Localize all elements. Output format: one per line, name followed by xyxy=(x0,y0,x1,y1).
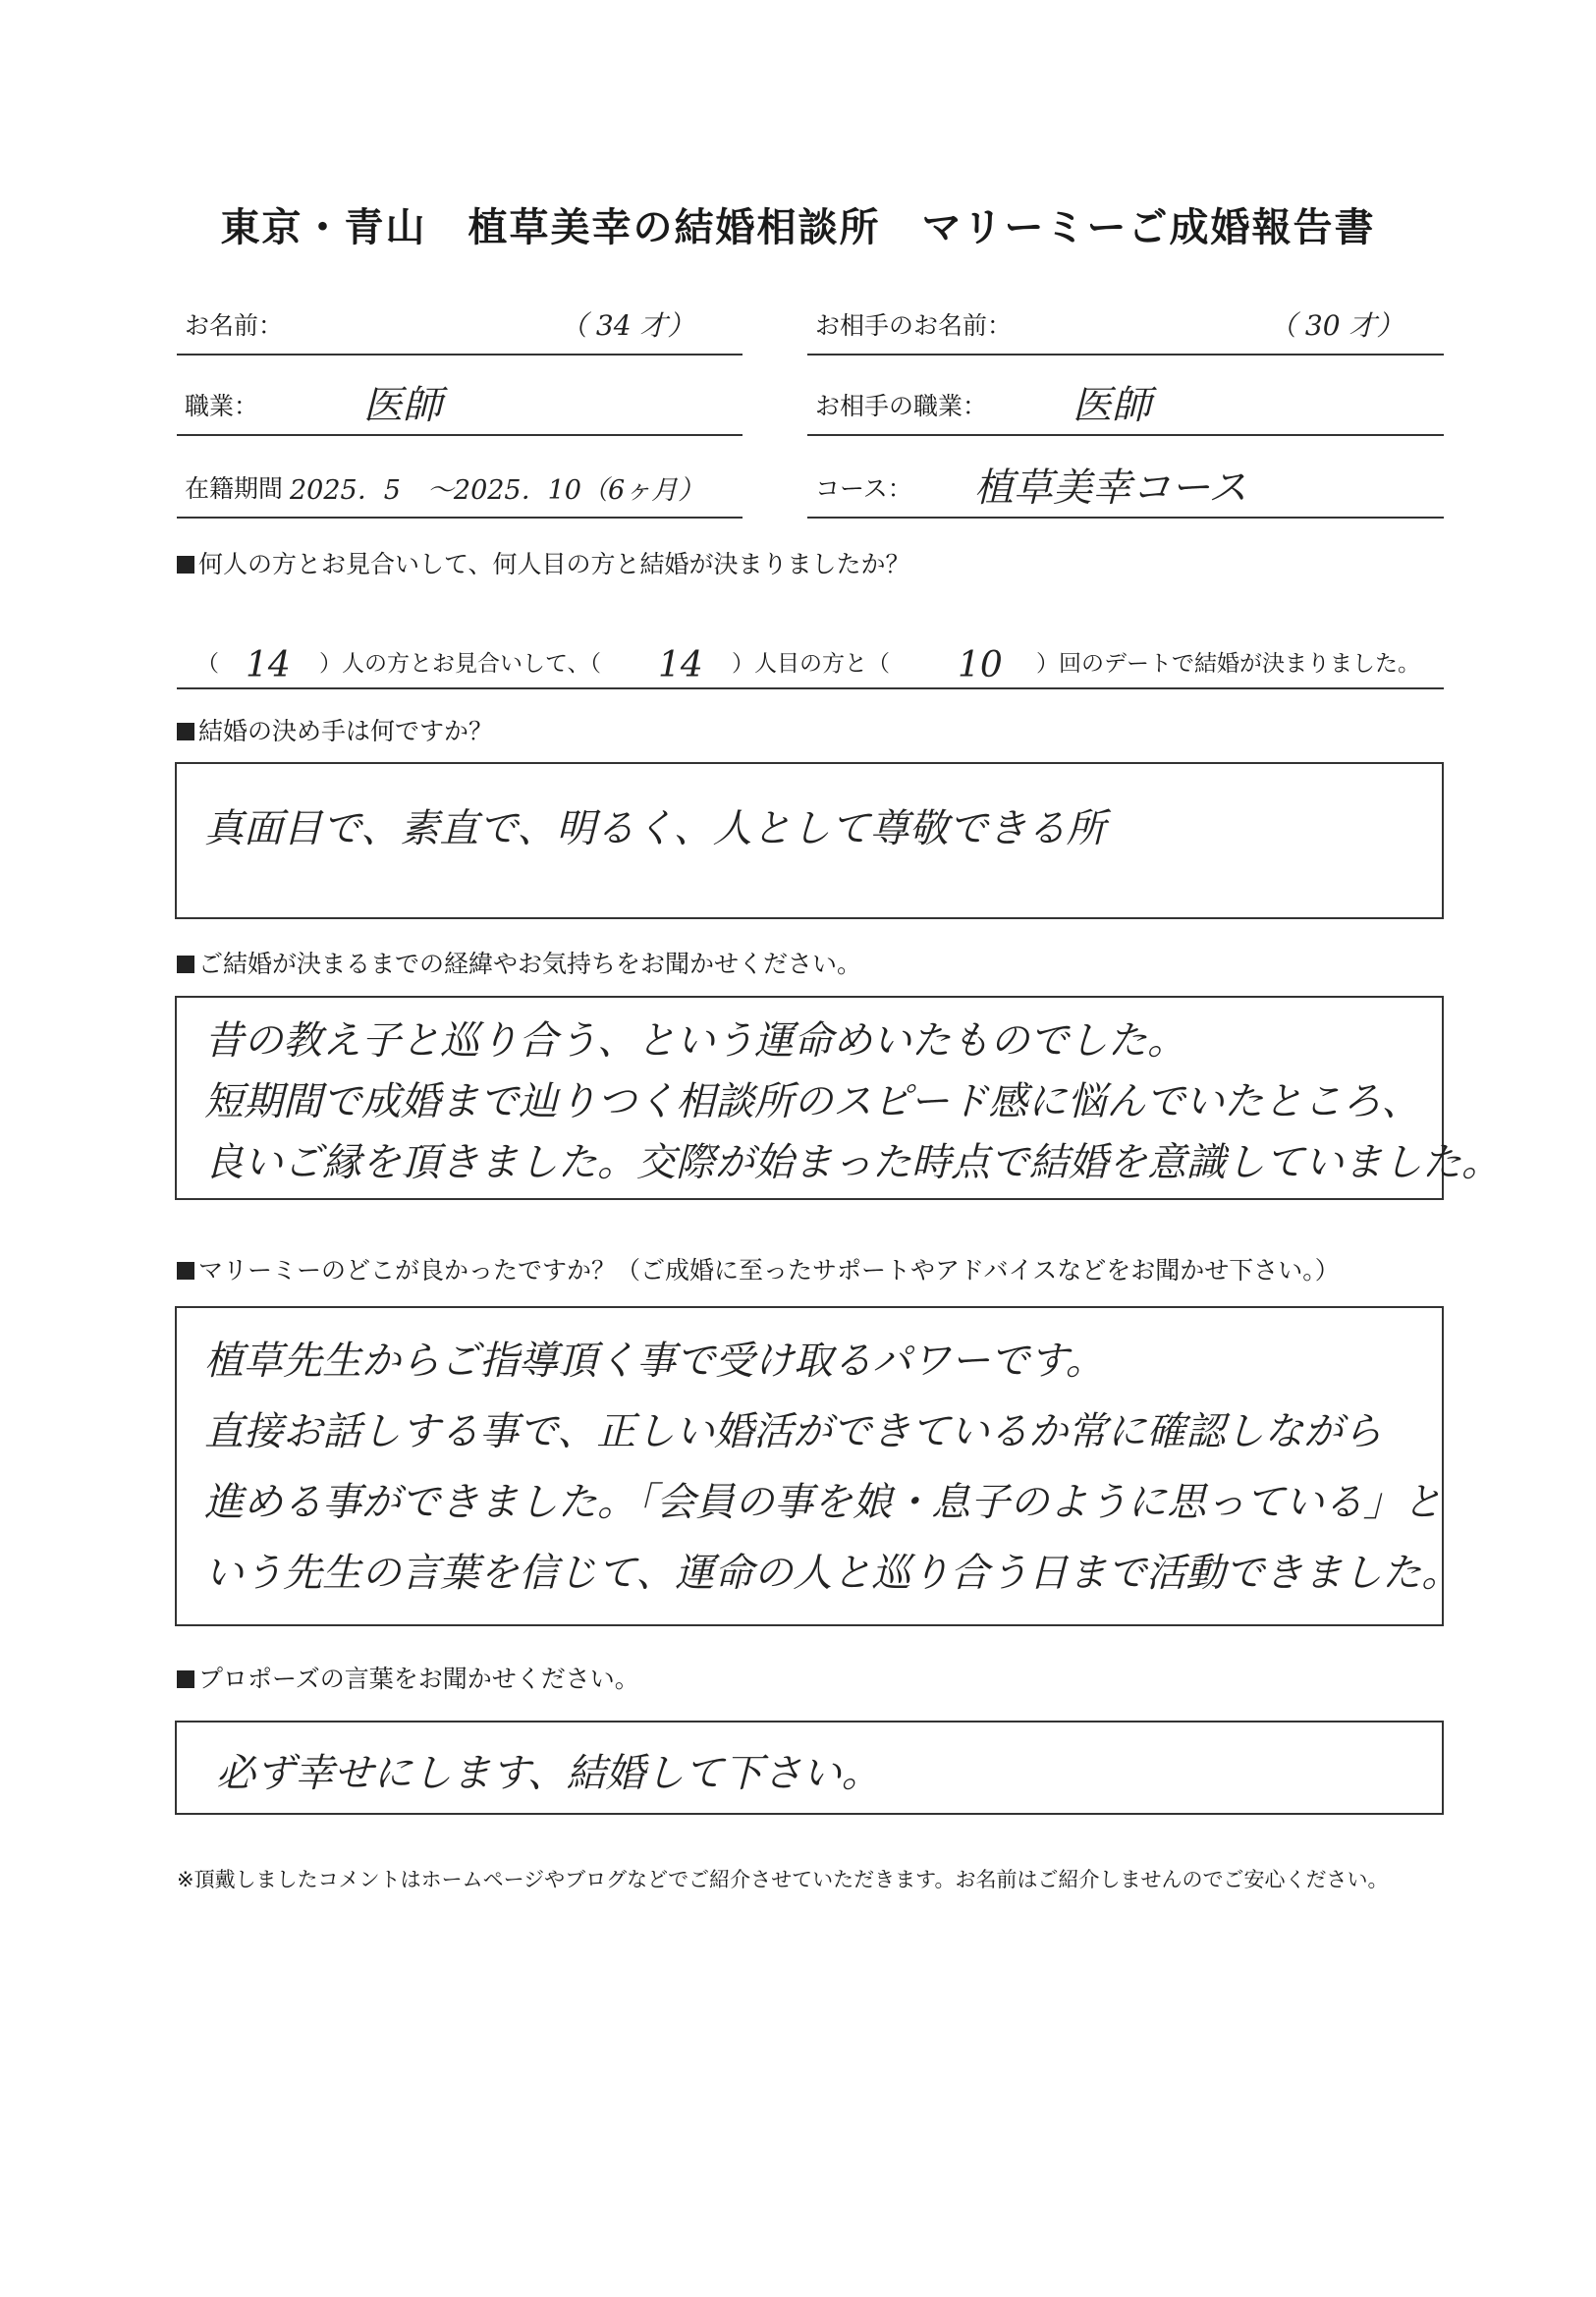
q4-label: マリーミーのどこが良かったですか？（ご成婚に至ったサポートやアドバイスなどをお聞かせ下さい。） xyxy=(177,1251,1340,1286)
period-value: 2025．5 ～2025．10（6ヶ月） xyxy=(290,475,705,506)
q2-label: 結婚の決め手は何ですか？ xyxy=(177,712,493,747)
good-points-line: いう先生の言葉を信じて、運命の人と巡り合う日まで活動できました。 xyxy=(204,1551,1461,1596)
good-points-line: 植草先生からご指導頂く事で受け取るパワーです。 xyxy=(204,1339,1105,1384)
story-line: 昔の教え子と巡り合う、という運命めいたものでした。 xyxy=(204,1018,1186,1064)
course-field xyxy=(807,467,1444,519)
partner-age-value: （ 30 才） xyxy=(1269,309,1404,342)
partner-job-value: 医師 xyxy=(1073,383,1151,428)
date-count: 10 xyxy=(958,645,1003,685)
story-line: 良いご縁を頂きました。交際が始まった時点で結婚を意識していました。 xyxy=(204,1140,1501,1185)
good-points-line: 進める事ができました。「会員の事を娘・息子のように思っている」と xyxy=(204,1480,1442,1525)
job-field xyxy=(177,385,743,436)
period-label: 在籍期間 xyxy=(185,474,284,503)
partner-order: 14 xyxy=(658,645,703,685)
square-bullet-icon xyxy=(177,723,194,740)
period-field xyxy=(177,467,743,519)
page-title: 東京・青山 植草美幸の結婚相談所 マリーミーご成婚報告書 xyxy=(220,205,1376,250)
q1-label: 何人の方とお見合いして、何人目の方と結婚が決まりましたか？ xyxy=(177,545,910,580)
job-value: 医師 xyxy=(363,383,442,428)
story-line: 短期間で成婚まで辿りつく相談所のスピード感に悩んでいたところ、 xyxy=(204,1079,1421,1124)
footnote: ※頂戴しましたコメントはホームページやブログなどでご紹介させていただきます。お名前はご紹介しませんのでご安心ください。 xyxy=(177,1868,1389,1891)
job-label: 職業： xyxy=(185,392,259,420)
q3-label: ご結婚が決まるまでの経緯やお気持ちをお聞かせください。 xyxy=(177,945,861,980)
omiai-count: 14 xyxy=(246,645,291,685)
meeting-count-line: （ 14 ）人の方とお見合いして、（ 14 ）人目の方と（ 10 ）回のデートで結婚が決まりました。 xyxy=(177,638,1444,689)
deciding-factor-box xyxy=(175,762,1444,919)
proposal-answer: 必ず幸せにします、結婚して下さい。 xyxy=(216,1751,881,1796)
age-value: （ 34 才） xyxy=(560,309,695,342)
partner-name-field xyxy=(807,304,1444,355)
proposal-box xyxy=(175,1721,1444,1815)
square-bullet-icon xyxy=(177,1670,194,1688)
square-bullet-icon xyxy=(177,556,194,574)
q5-label: プロポーズの言葉をお聞かせください。 xyxy=(177,1660,639,1695)
partner-job-label: お相手の職業： xyxy=(815,392,988,420)
name-field xyxy=(177,304,743,355)
good-points-line: 直接お話しする事で、正しい婚活ができているか常に確認しながら xyxy=(204,1409,1383,1454)
partner-name-label: お相手のお名前： xyxy=(815,311,1013,340)
story-box xyxy=(175,996,1501,1200)
course-label: コース： xyxy=(815,474,912,503)
deciding-factor-answer: 真面目で、素直で、明るく、人として尊敬できる所 xyxy=(204,806,1106,851)
square-bullet-icon xyxy=(177,1262,194,1280)
course-value: 植草美幸コース xyxy=(974,465,1247,511)
square-bullet-icon xyxy=(177,956,194,973)
partner-job-field xyxy=(807,385,1444,436)
name-label: お名前： xyxy=(185,311,284,340)
good-points-box xyxy=(175,1306,1461,1626)
